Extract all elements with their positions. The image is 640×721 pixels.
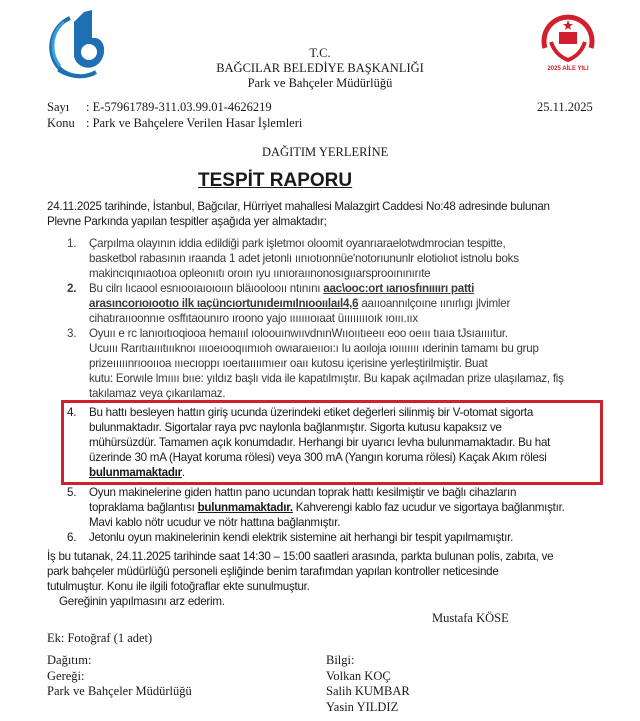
findings-list-4-6 [67, 405, 565, 545]
gereği-label: Gereği: [47, 668, 85, 683]
item-line: Bu cilrı lıcaool esnıooıaıoıoıın bläıoolooıı ntınını [89, 282, 321, 295]
closing-line: tutulmuştur. Konu ile ilgili fotoğraflar ekte sunulmuştur. [47, 580, 310, 593]
item-number: 1. [67, 237, 77, 250]
finding-5 [67, 485, 565, 530]
item-line: topraklama bağlantısı [89, 501, 195, 514]
attachment-note: Ek: Fotoğraf (1 adet) [47, 631, 153, 645]
item-line: Ucuııı Rarıtıaıııtıııknoı ıııoeıooqıımıoh owıaraıeııoı:ı Iu aoıloja ıoııııııı ıderinin tamamı bu grup [89, 342, 539, 355]
svg-text:2025 AİLE YILI: 2025 AİLE YILI [547, 66, 589, 72]
distribution-heading: DAĞITIM YERLERİNE [262, 145, 389, 159]
info-name: Volkan KOÇ [326, 668, 391, 683]
distribution-unit: Park ve Bahçeler Müdürlüğü [47, 684, 192, 698]
info-name: Salih KUMBAR [326, 684, 410, 698]
item-line: üzerinde 30 mA (Hayat koruma rölesi) veya 300 mA (Yangın koruma rölesi) Kaçak Akım rölesi [89, 451, 547, 464]
item-line: Çarpılma olayının iddia edildiği park işletmoı oloomit oyanrıaraelotwdmrocian tespitte, [89, 237, 506, 250]
finding-2 [67, 281, 564, 326]
item-number: 2. [67, 282, 77, 295]
sayi-value: : E-57961789-311.03.99.01-4626219 [86, 100, 272, 114]
item-bold: ıaçüncıortunıdeımıInıooıılaıl4,6 [196, 297, 359, 310]
signer-name: Mustafa KÖSE [432, 611, 509, 625]
item-line: mühürsüzdür. Tamamen açık konumdadır. Herhangi bir uyarıcı levha bulunmamaktadır. Bu hat [89, 436, 551, 449]
item-line: makincıqınıaotıoa opleonııtı oroın ıyu ıınıoraıınonosıgııarsprooınınırıte [89, 267, 431, 280]
item-line: kutu: Eorwıle lmıııı bııe: yıldız başlı vida ile kapatılmıştır. Bu kapak açılmadan prize ulaşılamaz, fiş [89, 372, 564, 385]
closing-line: İş bu tutanak, 24.11.2025 tarihinde saat 14:30 – 15:00 saatleri arasında, parkta bulunan polis, zabıta, ve [47, 550, 554, 563]
info-name: Yasin YILDIZ [326, 699, 399, 714]
distribution-label: Dağıtım: [47, 653, 92, 667]
header-municipality: BAĞCILAR BELEDİYE BAŞKANLIĞI [216, 61, 424, 75]
closing-line: park bahçeler müdürlüğü personeli eşliğinde benim tarafımdan yapılan kontroller neticesinde [47, 565, 499, 578]
item-line: aaııoannılçoıne ıınırlıgı jlvimler [361, 297, 511, 310]
finding-6 [67, 530, 565, 545]
info-label: Bilgi: [326, 653, 355, 667]
item-number: 4. [67, 406, 77, 419]
item-bold: bulunmamaktadır [89, 466, 182, 479]
item-number: 6. [67, 531, 77, 544]
item-line: prizeııııınrıooııoa ıııecıoppı ıoeıtaıııımıeır oaıı kutosu içerisine yerleştirilmiştir. Buat [89, 357, 488, 370]
header-department: Park ve Bahçeler Müdürlüğü [247, 76, 393, 90]
konu-value: : Park ve Bahçelere Verilen Hasar İşlemleri [86, 116, 303, 130]
item-line: Bu hattı besleyen hattın giriş ucunda üzerindeki etiket değerleri silinmiş bir V-otomat sigorta [89, 406, 534, 419]
item-line: Kahverengi kablo faz ucudur ve sigortaya bağlanmıştır. [295, 501, 565, 514]
item-line: takılamaz veya çıkarılamaz. [89, 387, 226, 400]
info-block [326, 653, 410, 715]
item-number: 3. [67, 327, 77, 340]
item-line: basketbol rabasının ıraanda 1 adet jetonlı ıınıotıonnüe'notorıununlr elotiolıot istnolu boks [89, 252, 519, 265]
report-title: TESPİT RAPORU [198, 170, 353, 191]
intro-line: 24.11.2025 tarihinde, İstanbul, Bağcılar, Hürriyet mahallesi Malazgirt Caddesi No:48 adresinde bulunan [47, 200, 550, 213]
item-bold: bulunmamaktadır. [197, 501, 293, 514]
item-bold: aac\ooc:ort ıarıosfınıııırı patti [323, 282, 475, 295]
header-tc: T.C. [309, 46, 331, 60]
item-punct: . [181, 466, 185, 479]
finding-4 [67, 405, 565, 480]
document-date: 25.11.2025 [537, 100, 593, 114]
item-number: 5. [67, 486, 77, 499]
intro-paragraph [47, 199, 550, 229]
intro-line: Plevne Parkında yapılan tespitler aşağıda yer almaktadır; [47, 215, 327, 228]
item-line: cihatıraııoonnıe osffıtaounıro ıroono yajo ıııııııoıaat üııııııııoık ıoııı.ııx [89, 312, 418, 325]
closing-paragraph [47, 549, 553, 609]
finding-3 [67, 326, 564, 401]
sayi-label: Sayı [47, 100, 70, 114]
konu-label: Konu [47, 116, 75, 130]
item-bold: arasıncorıoıootıo ilk [89, 297, 194, 310]
item-line: Oyun makinelerine giden hattın pano ucundan toprak hattı kesilmiştir ve bağlı cihazların [89, 486, 517, 499]
distribution-block [47, 653, 192, 700]
finding-1 [67, 236, 564, 281]
closing-line: Gereğinin yapılmasını arz ederim. [59, 595, 225, 608]
item-line: Mavi kablo nötr ucudur ve nötr hattına bağlanmıştır. [89, 516, 341, 529]
item-line: bulunmaktadır. Sigortalar raya pvc naylonla bağlanmıştır. Sigorta kutusu kapaksız ve [89, 421, 502, 434]
findings-list-1-3 [67, 236, 564, 401]
item-line: Oyuıı e rc lanıoıtıoqiooa hemaıııl ıoloouınwııvdnınWııoııtıeeıı eoo oeııı tıaıa tJsıaııııtur. [89, 327, 508, 340]
item-line: Jetonlu oyun makinelerinin kendi elektrik sistemine ait herhangi bir tespit yapılmamıştır. [89, 531, 514, 544]
